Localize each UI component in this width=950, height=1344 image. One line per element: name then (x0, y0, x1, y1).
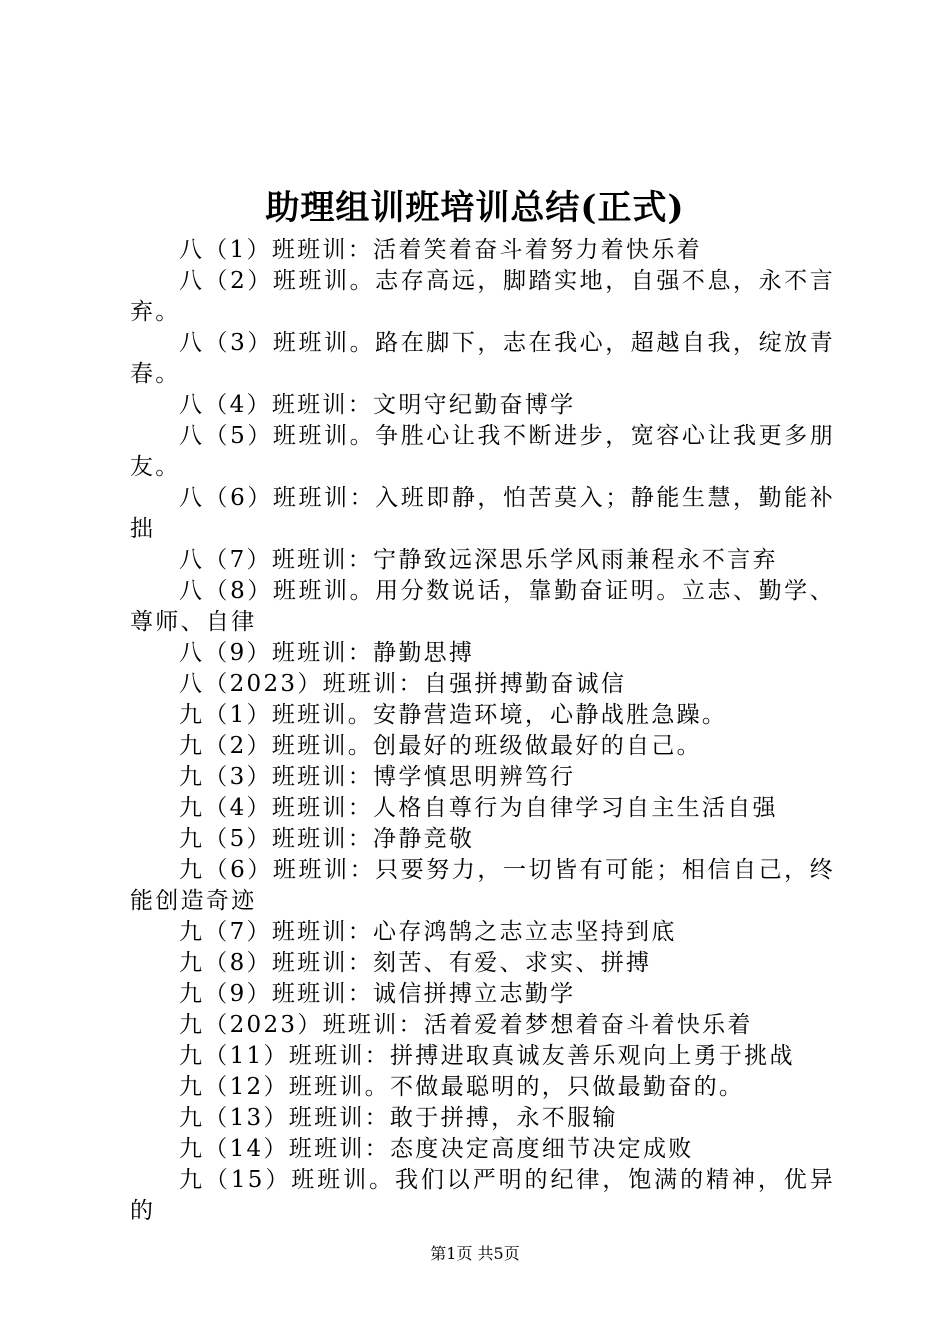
paragraph: 八（2023）班班训：自强拼搏勤奋诚信 (179, 671, 627, 697)
page-number-footer: 第1页 共5页 (430, 1244, 520, 1263)
document-body (130, 235, 835, 1227)
paragraph: 九（13）班班训：敢于拼搏，永不服输 (179, 1105, 618, 1131)
paragraph: 八（3）班班训。路在脚下，志在我心，超越自我，绽放青春。 (130, 330, 835, 387)
paragraph: 九（4）班班训：人格自尊行为自律学习自主生活自强 (179, 795, 778, 821)
paragraph: 九（1）班班训。安静营造环境，心静战胜急躁。 (179, 702, 728, 728)
paragraph: 八（5）班班训。争胜心让我不断进步，宽容心让我更多朋友。 (130, 423, 835, 480)
paragraph: 九（8）班班训：刻苦、有爱、求实、拼搏 (179, 950, 652, 976)
document-title: 助理组训班培训总结(正式) (265, 188, 685, 228)
paragraph: 九（2023）班班训：活着爱着梦想着奋斗着快乐着 (179, 1012, 753, 1038)
paragraph: 九（9）班班训：诚信拼搏立志勤学 (179, 981, 576, 1007)
paragraph: 九（7）班班训：心存鸿鹄之志立志坚持到底 (179, 919, 677, 945)
paragraph: 九（15）班班训。我们以严明的纪律，饱满的精神，优异的 (130, 1167, 835, 1224)
paragraph: 九（3）班班训：博学慎思明辨笃行 (179, 764, 576, 790)
paragraph: 九（12）班班训。不做最聪明的，只做最勤奋的。 (179, 1074, 745, 1100)
paragraph: 八（8）班班训。用分数说话，靠勤奋证明。立志、勤学、尊师、自律 (130, 578, 835, 635)
paragraph: 八（4）班班训：文明守纪勤奋博学 (179, 392, 576, 418)
paragraph: 九（11）班班训：拼搏进取真诚友善乐观向上勇于挑战 (179, 1043, 795, 1069)
paragraph: 九（6）班班训：只要努力，一切皆有可能；相信自己，终能创造奇迹 (130, 857, 835, 914)
paragraph: 八（2）班班训。志存高远，脚踏实地，自强不息，永不言弃。 (130, 268, 835, 325)
paragraph: 九（2）班班训。创最好的班级做最好的自己。 (179, 733, 702, 759)
paragraph: 八（9）班班训：静勤思搏 (179, 640, 475, 666)
paragraph: 九（14）班班训：态度决定高度细节决定成败 (179, 1136, 694, 1162)
paragraph: 八（7）班班训：宁静致远深思乐学风雨兼程永不言弃 (179, 547, 778, 573)
paragraph: 八（1）班班训：活着笑着奋斗着努力着快乐着 (179, 237, 702, 263)
paragraph: 八（6）班班训：入班即静，怕苦莫入；静能生慧，勤能补拙 (130, 485, 835, 542)
paragraph: 九（5）班班训：净静竞敬 (179, 826, 475, 852)
